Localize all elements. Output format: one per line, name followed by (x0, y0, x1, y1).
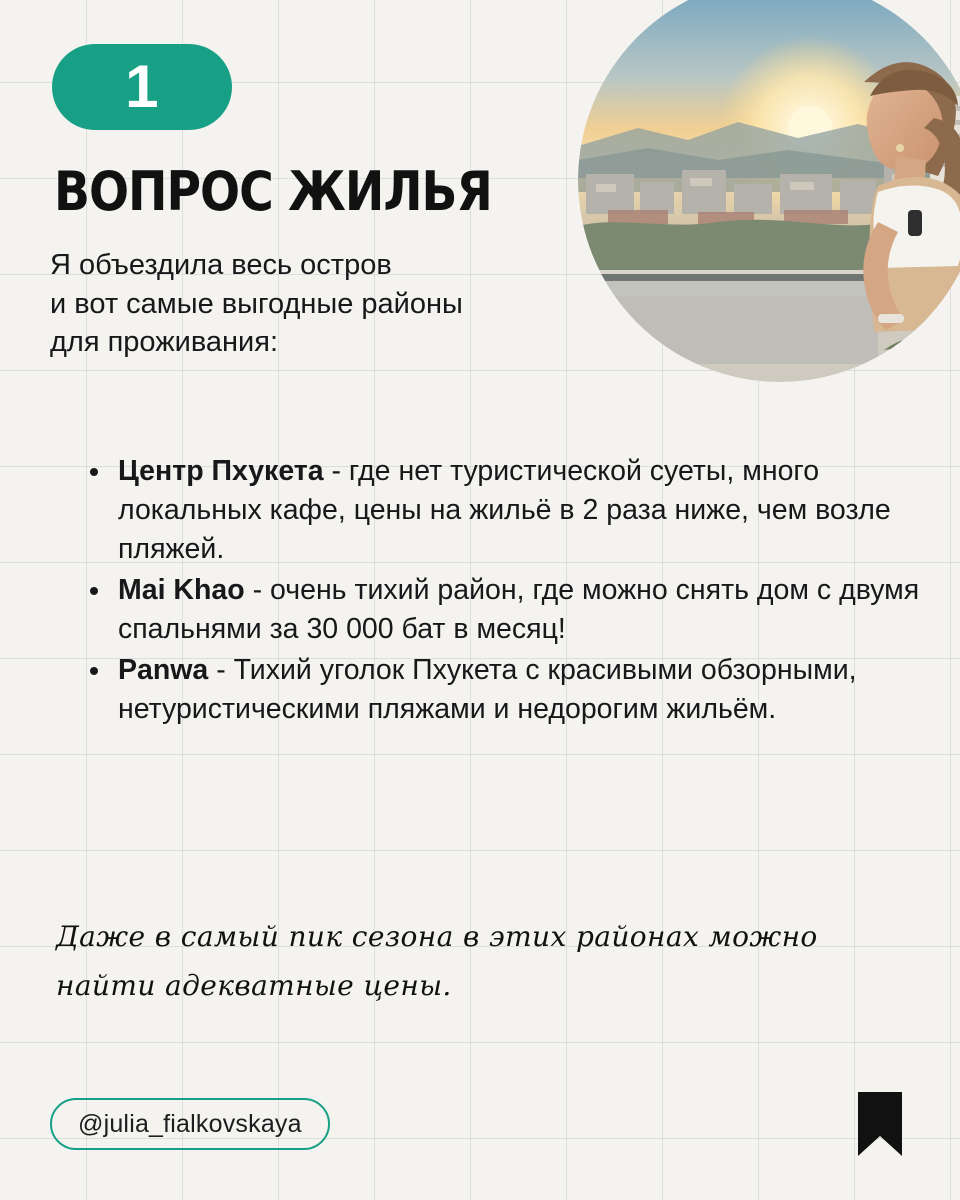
author-handle-pill[interactable] (50, 1098, 330, 1150)
step-number: 1 (125, 53, 159, 120)
list-item-text: - где нет туристической суеты, много локальных кафе, цены на жильё в 2 раза ниже, чем возле пляжей. (118, 455, 891, 566)
bookmark-icon[interactable] (856, 1090, 904, 1158)
list-item-text: - Тихий уголок Пхукета с красивыми обзорными, нетуристическими пляжами и недорогим жильём. (118, 654, 857, 726)
note-line-2: найти адекватные цены. (56, 969, 452, 1002)
list-item (78, 452, 928, 569)
bookmark-glyph (856, 1090, 904, 1158)
intro-line-1: Я объездила весь остров (50, 249, 392, 281)
step-number-badge (52, 44, 232, 130)
intro-paragraph (50, 246, 650, 362)
list-item (78, 571, 928, 649)
page-title: ВОПРОС ЖИЛЬЯ (54, 160, 492, 223)
intro-line-3: для проживания: (50, 326, 279, 359)
intro-line-2: и вот самые выгодные районы (50, 287, 463, 320)
note-line-1: Даже в самый пик сезона в этих районах можно (56, 920, 818, 953)
list-item (78, 651, 928, 729)
list-item-term: Mai Khao (118, 574, 245, 607)
list-item-term: Panwa (118, 654, 209, 687)
list-item-text: - очень тихий район, где можно снять дом с двумя спальнями за 30 000 бат в месяц! (118, 574, 920, 646)
handwritten-note (56, 912, 916, 1010)
district-list (78, 452, 928, 731)
author-handle: @julia_fialkovskaya (78, 1109, 302, 1138)
list-item-term: Центр Пхукета (118, 455, 324, 487)
